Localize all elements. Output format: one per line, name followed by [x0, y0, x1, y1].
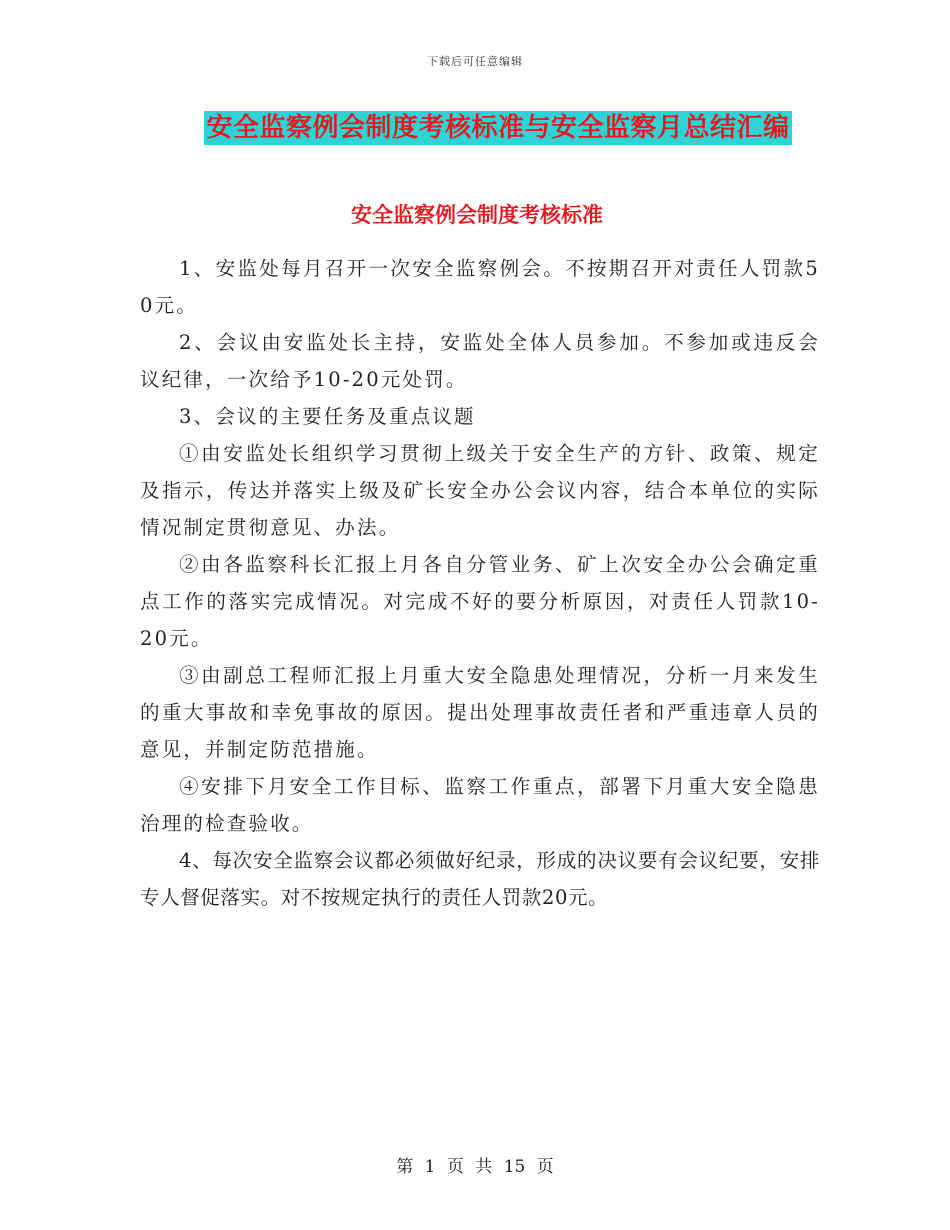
paragraph-1: 1、安监处每月召开一次安全监察例会。不按期召开对责任人罚款50元。: [140, 257, 820, 317]
paragraph-3-item-2: ②由各监察科长汇报上月各自分管业务、矿上次安全办公会确定重点工作的落实完成情况。对完成不好的要分析原因，对责任人罚款10-20元。: [140, 553, 820, 650]
paragraph-3-item-3: ③由副总工程师汇报上月重大安全隐患处理情况，分析一月来发生的重大事故和幸免事故的原因。提出处理事故责任者和严重违章人员的意见，并制定防范措施。: [140, 664, 820, 761]
section-title: 安全监察例会制度考核标准: [351, 202, 603, 227]
document-title-container: [0, 111, 950, 145]
paragraph-3: 3、会议的主要任务及重点议题: [179, 405, 476, 428]
document-title: 安全监察例会制度考核标准与安全监察月总结汇编: [206, 113, 790, 143]
paragraph-4: 4、每次安全监察会议都必须做好纪录，形成的决议要有会议纪要，安排专人督促落实。对不按规定执行的责任人罚款20元。: [140, 849, 820, 909]
page-header-note: 下载后可任意编辑: [427, 55, 523, 68]
page-footer-number: 第 1 页 共 15 页: [396, 1157, 554, 1177]
paragraph-3-item-1: ①由安监处长组织学习贯彻上级关于安全生产的方针、政策、规定及指示，传达并落实上级及矿长安全办公会议内容，结合本单位的实际情况制定贯彻意见、办法。: [140, 442, 820, 539]
paragraph-2: 2、会议由安监处长主持，安监处全体人员参加。不参加或违反会议纪律，一次给予10-20元处罚。: [140, 331, 820, 391]
document-body: [140, 250, 820, 916]
paragraph-3-item-4: ④安排下月安全工作目标、监察工作重点，部署下月重大安全隐患治理的检查验收。: [140, 775, 820, 835]
